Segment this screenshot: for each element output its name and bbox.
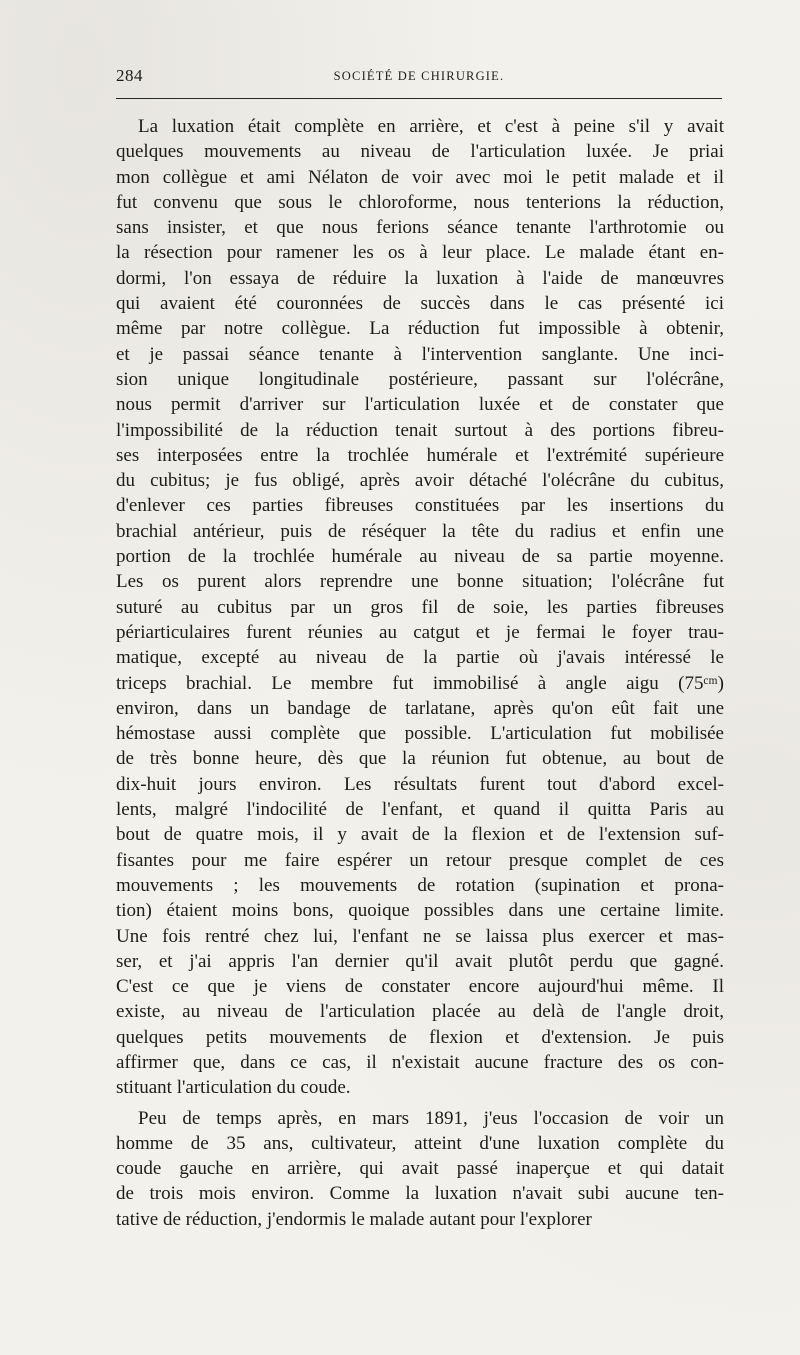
running-title: SOCIÉTÉ DE CHIRURGIE.: [333, 69, 505, 83]
text-line: sans insister, et que nous ferions séance tenante l'arthrotomie ou: [116, 217, 724, 239]
text-line: fisantes pour me faire espérer un retour presque complet de ces: [116, 849, 724, 871]
text-line: existe, au niveau de l'articulation placée au delà de l'angle droit,: [116, 1001, 724, 1023]
text-line: nous permit d'arriver sur l'articulation luxée et de constater que: [116, 394, 724, 416]
text-line: et je passai séance tenante à l'intervention sanglante. Une inci-: [116, 343, 724, 365]
text-line: l'impossibilité de la réduction tenait surtout à des portions fibreu-: [116, 419, 724, 441]
paragraph-2: [116, 1106, 724, 1232]
text-line: tative de réduction, j'endormis le malade autant pour l'explorer: [116, 1208, 592, 1230]
text-line: fut convenu que sous le chloroforme, nous tenterions la réduction,: [116, 191, 724, 213]
text-line: lents, malgré l'indocilité de l'enfant, et quand il quitta Paris au: [116, 799, 724, 821]
text-line: Une fois rentré chez lui, l'enfant ne se laissa plus exercer et mas-: [116, 925, 724, 947]
text-line: mouvements ; les mouvements de rotation (supination et prona-: [116, 874, 724, 896]
text-line: ses interposées entre la trochlée humérale et l'extrémité supérieure: [116, 444, 724, 466]
text-line: bout de quatre mois, il y avait de la flexion et de l'extension suf-: [116, 824, 724, 846]
text-line: C'est ce que je viens de constater encore aujourd'hui même. Il: [116, 976, 724, 998]
text-line: Les os purent alors reprendre une bonne situation; l'olécrâne fut: [116, 571, 724, 593]
text-line: coude gauche en arrière, qui avait passé inaperçue et qui datait: [116, 1158, 724, 1180]
text-line: ser, et j'ai appris l'an dernier qu'il avait plutôt perdu que gagné.: [116, 950, 724, 972]
text-line: qui avaient été couronnées de succès dans le cas présenté ici: [116, 293, 724, 315]
text-line: triceps brachial. Le membre fut immobilisé à angle aigu (75ᶜᵐ): [116, 672, 724, 694]
text-line: matique, excepté au niveau de la partie où j'avais intéressé le: [116, 647, 724, 669]
paragraph-1: [116, 114, 724, 1101]
text-line: stituant l'articulation du coude.: [116, 1077, 351, 1099]
text-line: dix-huit jours environ. Les résultats furent tout d'abord excel-: [116, 773, 724, 795]
text-line: même par notre collègue. La réduction fut impossible à obtenir,: [116, 318, 724, 340]
text-line: mon collègue et ami Nélaton de voir avec moi le petit malade et il: [116, 166, 724, 188]
text-line: périarticulaires furent réunies au catgut et je fermai le foyer trau-: [116, 621, 724, 643]
text-line: environ, dans un bandage de tarlatane, après qu'on eût fait une: [116, 697, 724, 719]
text-line: La luxation était complète en arrière, et c'est à peine s'il y avait: [138, 116, 724, 137]
text-line: de très bonne heure, dès que la réunion fut obtenue, au bout de: [116, 748, 724, 770]
text-line: portion de la trochlée humérale au niveau de sa partie moyenne.: [116, 546, 724, 568]
text-line: de trois mois environ. Comme la luxation n'avait subi aucune ten-: [116, 1183, 724, 1205]
header-rule: [116, 98, 722, 99]
text-line: affirmer que, dans ce cas, il n'existait aucune fracture des os con-: [116, 1051, 724, 1073]
text-line: dormi, l'on essaya de réduire la luxation à l'aide de manœuvres: [116, 267, 724, 289]
body-text: [116, 114, 724, 1232]
text-line: suturé au cubitus par un gros fil de soie, les parties fibreuses: [116, 596, 724, 618]
text-line: Peu de temps après, en mars 1891, j'eus l'occasion de voir un: [138, 1107, 724, 1129]
page-header: [116, 64, 722, 92]
text-line: brachial antérieur, puis de réséquer la tête du radius et enfin une: [116, 520, 724, 542]
text-line: hémostase aussi complète que possible. L'articulation fut mobilisée: [116, 723, 724, 745]
text-line: sion unique longitudinale postérieure, passant sur l'olécrâne,: [116, 368, 724, 390]
text-line: d'enlever ces parties fibreuses constituées par les insertions du: [116, 495, 724, 517]
text-line: quelques petits mouvements de flexion et d'extension. Je puis: [116, 1026, 724, 1048]
page-number: 284: [116, 66, 143, 85]
text-line: tion) étaient moins bons, quoique possibles dans une certaine limite.: [116, 900, 724, 922]
text-line: du cubitus; je fus obligé, après avoir détaché l'olécrâne du cubitus,: [116, 470, 724, 492]
text-line: homme de 35 ans, cultivateur, atteint d'une luxation complète du: [116, 1132, 724, 1154]
text-line: la résection pour ramener les os à leur place. Le malade étant en-: [116, 242, 724, 264]
text-line: quelques mouvements au niveau de l'articulation luxée. Je priai: [116, 141, 724, 163]
